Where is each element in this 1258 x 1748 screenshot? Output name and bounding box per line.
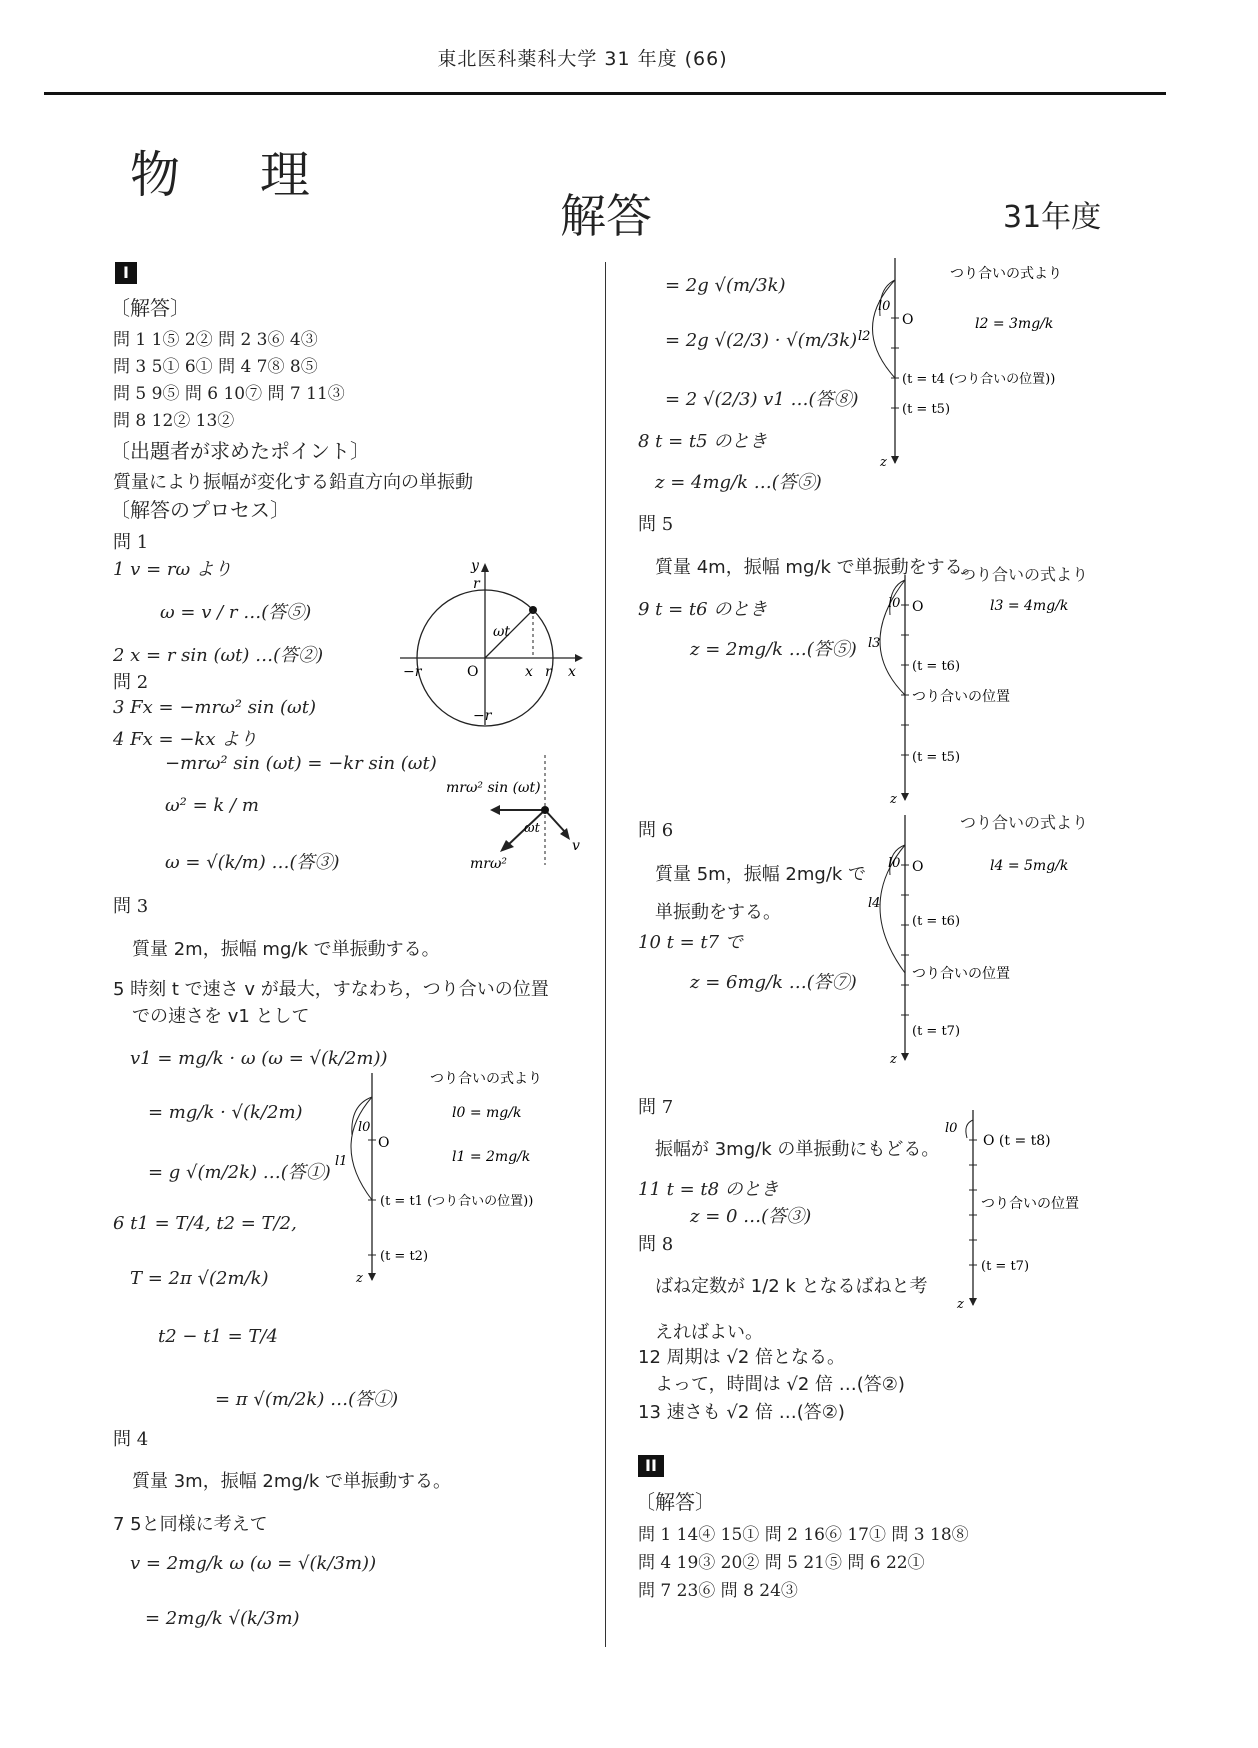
fig3-t2: (t = t2) [380, 1249, 429, 1264]
spring-figure-4 [860, 815, 1120, 1065]
right-line: 問 6 [638, 820, 674, 841]
right-line: z = 6mg/k …(答⑦) [690, 972, 857, 993]
fig1-r-bottom: −r [473, 708, 492, 724]
right-line: 質量 4m，振幅 mg/k で単振動をする。 [655, 557, 981, 578]
fig1-y-label: y [471, 560, 479, 574]
figA-l2: l2 [858, 329, 871, 344]
figA-t5: (t = t5) [902, 402, 951, 417]
answer-row: 問 8 12② 13② [113, 411, 235, 431]
section-mark-2: II [638, 1455, 664, 1477]
right-line: = 2 √(2/3) v1 …(答⑧) [665, 389, 859, 410]
left-line: 質量 3m，振幅 2mg/k で単振動する。 [132, 1471, 452, 1492]
left-line: 質量 2m，振幅 mg/k で単振動する。 [132, 939, 440, 960]
figD-origin: O (t = t8) [983, 1133, 1051, 1149]
answers-heading-2: 〔解答〕 [635, 1490, 715, 1514]
left-line: t2 − t1 = T/4 [158, 1326, 278, 1347]
fig3-z: z [356, 1271, 363, 1285]
answer-row: 問 5 9⑤ 問 6 10⑦ 問 7 11③ [113, 384, 345, 404]
figC-eq: l4 = 5mg/k [990, 858, 1069, 874]
figC-origin: O [912, 859, 924, 875]
subject-title: 物 理 [130, 146, 342, 204]
left-line: 6 t1 = T/4, t2 = T/2, [113, 1213, 297, 1234]
left-line: 4 Fx = −kx より [113, 729, 258, 750]
header-rule [44, 92, 1166, 95]
figC-t6: (t = t6) [912, 914, 961, 929]
spring-figure-5 [945, 1110, 1115, 1310]
figA-caption: つり合いの式より [950, 266, 1062, 282]
fig3-eq1: l0 = mg/k [452, 1105, 522, 1121]
page-header: 東北医科薬科大学 31 年度 (66) [437, 48, 728, 70]
fig3-caption: つり合いの式より [430, 1071, 542, 1087]
answer-row: 問 4 19③ 20② 問 5 21⑤ 問 6 22① [638, 1553, 925, 1573]
fig1-angle: ωt [493, 624, 511, 640]
figA-z: z [880, 455, 887, 468]
fig2-centripetal-label: mrω² [470, 856, 507, 870]
figD-l0: l0 [945, 1121, 958, 1136]
right-line: = 2g √(2/3) · √(m/3k) [665, 330, 858, 351]
fig1-r-right: r [545, 664, 552, 680]
right-line: よって，時間は √2 倍 …(答②) [655, 1374, 905, 1395]
right-line: 問 5 [638, 514, 674, 535]
left-line: 2 x = r sin (ωt) …(答②) [113, 645, 324, 666]
year-label: 31年度 [1003, 200, 1102, 235]
left-line: −mrω² sin (ωt) = −kr sin (ωt) [165, 753, 437, 774]
figA-t4: (t = t4 (つり合いの位置)) [902, 372, 1056, 387]
figB-caption-text: つり合いの式より [960, 565, 1089, 584]
circle-figure [395, 560, 585, 730]
figB-bal: つり合いの位置 [912, 689, 1010, 705]
spring-figure-1 [330, 1065, 580, 1285]
answer-row: 問 1 1⑤ 2② 問 2 3⑥ 4③ [113, 330, 318, 350]
fig1-r-top: r [473, 576, 480, 592]
fig1-x-axis: x [568, 664, 576, 680]
figA-eq: l2 = 3mg/k [975, 316, 1054, 332]
figC-caption-text: つり合いの式より [960, 813, 1089, 832]
right-line: えればよい。 [655, 1322, 763, 1343]
right-line: z = 4mg/k …(答⑤) [655, 472, 822, 493]
left-line: 1 v = rω より [113, 559, 232, 580]
figB-t6: (t = t6) [912, 659, 961, 674]
answer-title: 解答 [560, 189, 652, 243]
section-mark-1: I [115, 262, 137, 284]
answer-row: 問 1 14④ 15① 問 2 16⑥ 17① 問 3 18⑧ [638, 1525, 969, 1545]
right-line: 13 速さも √2 倍 …(答②) [638, 1402, 845, 1423]
figC-z: z [890, 1052, 897, 1065]
left-line: = 2mg/k √(k/3m) [145, 1608, 300, 1629]
fig3-eq2: l1 = 2mg/k [452, 1149, 531, 1165]
process-heading: 〔解答のプロセス〕 [110, 498, 290, 522]
right-line: z = 2mg/k …(答⑤) [690, 639, 857, 660]
fig3-l1: l1 [335, 1154, 348, 1169]
figC-l4: l4 [868, 896, 881, 911]
fig1-origin: O [467, 664, 479, 680]
spring-figure-3 [860, 575, 1120, 805]
left-line: = g √(m/2k) …(答①) [148, 1162, 331, 1183]
figB-eq: l3 = 4mg/k [990, 598, 1069, 614]
right-line: 質量 5m，振幅 2mg/k で [655, 864, 867, 885]
spring-figure-2 [850, 258, 1110, 468]
left-line: 問 4 [113, 1429, 149, 1450]
fig2-force-label: mrω² sin (ωt) [446, 780, 541, 796]
right-line: ばね定数が 1/2 k となるばねと考 [655, 1276, 928, 1297]
right-line: 問 8 [638, 1234, 674, 1255]
force-figure [440, 750, 600, 870]
fig2-angle-label: ωt [524, 821, 540, 836]
left-line: = π √(m/2k) …(答①) [215, 1389, 399, 1410]
right-line: 単振動をする。 [655, 902, 781, 923]
left-line: ω² = k / m [165, 795, 259, 816]
figD-t7: (t = t7) [981, 1259, 1030, 1274]
fig1-x-point: x [525, 664, 533, 680]
figC-t7: (t = t7) [912, 1024, 961, 1039]
figB-l3: l3 [868, 636, 881, 651]
left-line: 7 5と同様に考えて [113, 1514, 268, 1535]
right-line: z = 0 …(答③) [690, 1206, 812, 1227]
left-line: v = 2mg/k ω (ω = √(k/3m)) [130, 1553, 377, 1574]
point-heading: 〔出題者が求めたポイント〕 [110, 439, 370, 463]
right-line: = 2g √(m/3k) [665, 275, 786, 296]
left-line: = mg/k · √(k/2m) [148, 1102, 303, 1123]
right-line: 10 t = t7 で [638, 932, 743, 953]
left-line: ω = √(k/m) …(答③) [165, 852, 340, 873]
figB-origin: O [912, 599, 924, 615]
right-line: 振幅が 3mg/k の単振動にもどる。 [655, 1139, 940, 1160]
fig1-r-left: −r [403, 664, 422, 680]
figC-bal: つり合いの位置 [912, 966, 1010, 982]
right-line: 8 t = t5 のとき [638, 431, 768, 452]
point-text: 質量により振幅が変化する鉛直方向の単振動 [113, 472, 473, 493]
left-line: 5 時刻 t で速さ v が最大，すなわち，つり合いの位置 [113, 979, 549, 1000]
fig3-t1: (t = t1 (つり合いの位置)) [380, 1194, 534, 1209]
fig2-velocity-label: v [572, 838, 580, 854]
left-line: 問 1 [113, 532, 149, 553]
right-line: 12 周期は √2 倍となる。 [638, 1347, 845, 1368]
answers-heading-1: 〔解答〕 [110, 296, 190, 320]
figA-l0: l0 [878, 299, 891, 314]
fig3-l0: l0 [358, 1120, 371, 1135]
left-line: v1 = mg/k · ω (ω = √(k/2m)) [130, 1048, 388, 1069]
left-line: ω = v / r …(答⑤) [160, 602, 312, 623]
left-line: 問 3 [113, 896, 149, 917]
figB-l0: l0 [888, 596, 901, 611]
figA-origin: O [902, 312, 914, 328]
right-line: 9 t = t6 のとき [638, 599, 768, 620]
fig3-origin: O [378, 1135, 390, 1151]
answer-row: 問 7 23⑥ 問 8 24③ [638, 1581, 798, 1601]
answer-row: 問 3 5① 6① 問 4 7⑧ 8⑤ [113, 357, 318, 377]
figB-t5: (t = t5) [912, 750, 961, 765]
column-divider [605, 262, 606, 1647]
figC-l0: l0 [888, 856, 901, 871]
left-line: での速さを v1 として [132, 1006, 310, 1027]
figB-z: z [890, 792, 897, 805]
right-line: 問 7 [638, 1097, 674, 1118]
figD-bal: つり合いの位置 [981, 1196, 1079, 1212]
left-line: T = 2π √(2m/k) [130, 1268, 269, 1289]
right-line: 11 t = t8 のとき [638, 1179, 779, 1200]
left-line: 問 2 [113, 672, 149, 693]
left-line: 3 Fx = −mrω² sin (ωt) [113, 697, 316, 718]
figD-z: z [957, 1297, 964, 1310]
